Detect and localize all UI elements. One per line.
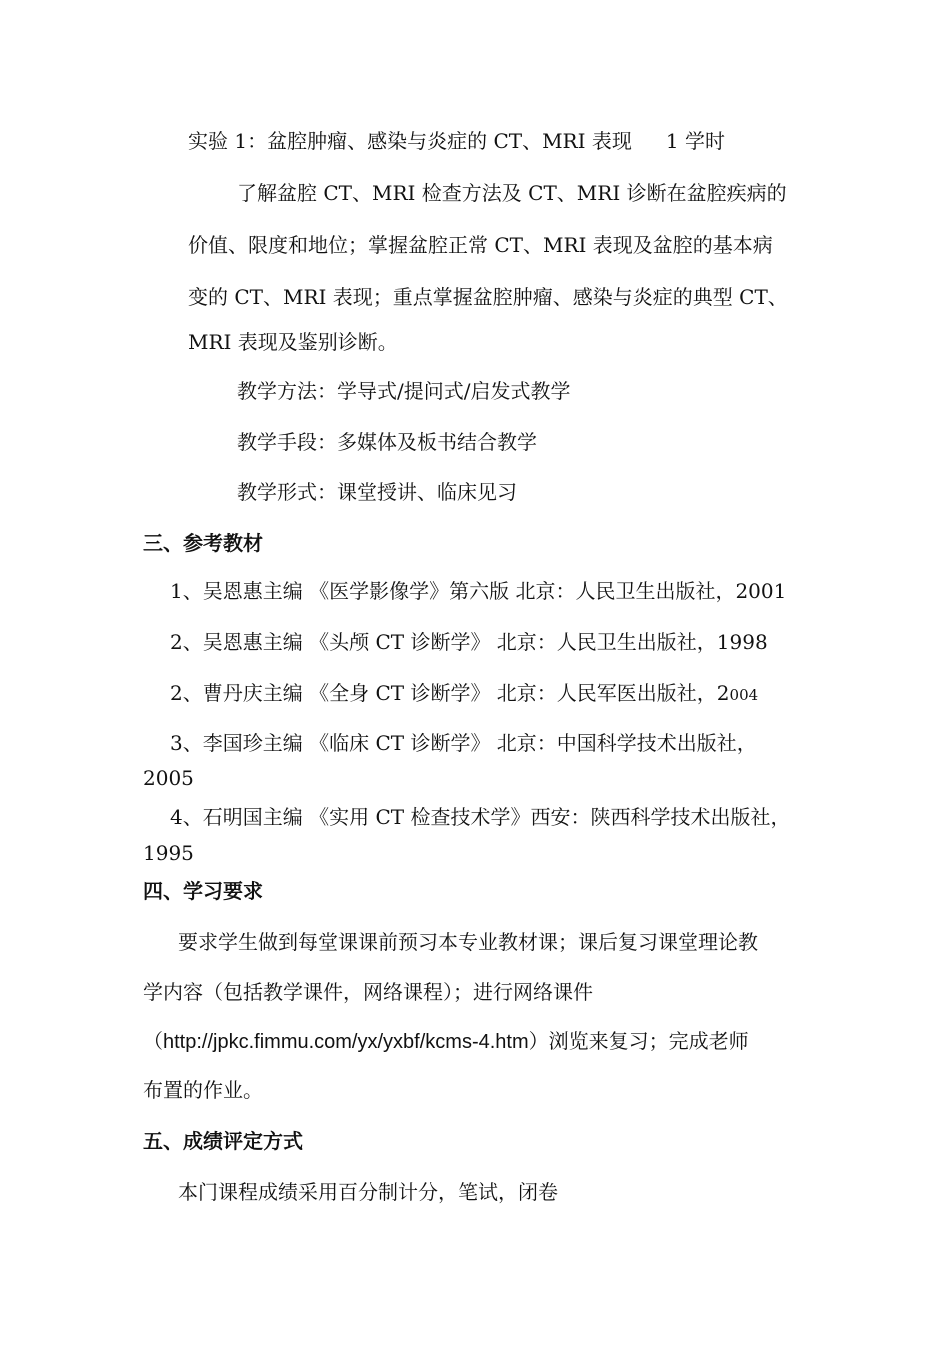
experiment-hours: 1 学时: [665, 129, 725, 153]
section-heading-references: 三、参考教材: [143, 531, 263, 555]
teaching-means: 教学手段：多媒体及板书结合教学: [237, 430, 537, 454]
section-heading-grading: 五、成绩评定方式: [143, 1129, 303, 1153]
experiment-desc-line: MRI 表现及鉴别诊断。: [188, 330, 398, 354]
experiment-desc-line: 了解盆腔 CT、MRI 检查方法及 CT、MRI 诊断在盆腔疾病的: [237, 181, 787, 205]
reference-year-tail: 004: [729, 686, 759, 704]
reference-item: 2、曹丹庆主编 《全身 CT 诊断学》 北京：人民军医出版社，2004: [170, 681, 759, 705]
requirements-line: 学内容（包括教学课件，网络课程）；进行网络课件: [143, 980, 593, 1004]
grading-text: 本门课程成绩采用百分制计分，笔试，闭卷: [178, 1180, 558, 1204]
experiment-title: 实验 1：盆腔肿瘤、感染与炎症的 CT、MRI 表现 1 学时: [188, 129, 725, 153]
experiment-desc-line: 变的 CT、MRI 表现；重点掌握盆腔肿瘤、感染与炎症的典型 CT、: [188, 285, 788, 309]
teaching-form: 教学形式：课堂授讲、临床见习: [237, 480, 517, 504]
requirements-line: （http://jpkc.fimmu.com/yx/yxbf/kcms-4.htm）浏览来复习；完成老师: [143, 1029, 749, 1053]
reference-item: 1、吴恩惠主编 《医学影像学》第六版 北京：人民卫生出版社，2001: [170, 579, 787, 603]
teaching-method: 教学方法：学导式/提问式/启发式教学: [237, 379, 571, 403]
reference-item-continuation: 1995: [143, 841, 194, 865]
reference-item-continuation: 2005: [143, 766, 194, 790]
requirements-line: 要求学生做到每堂课课前预习本专业教材课；课后复习课堂理论教: [178, 930, 758, 954]
section-heading-requirements: 四、学习要求: [143, 879, 263, 903]
reference-item: 4、石明国主编 《实用 CT 检查技术学》西安：陕西科学技术出版社，: [170, 805, 791, 829]
course-url-link[interactable]: http://jpkc.fimmu.com/yx/yxbf/kcms-4.htm: [163, 1031, 529, 1053]
experiment-desc-line: 价值、限度和地位；掌握盆腔正常 CT、MRI 表现及盆腔的基本病: [188, 233, 773, 257]
reference-item: 3、李国珍主编 《临床 CT 诊断学》 北京：中国科学技术出版社，: [170, 731, 757, 755]
requirements-line: 布置的作业。: [143, 1078, 263, 1102]
reference-item: 2、吴恩惠主编 《头颅 CT 诊断学》 北京：人民卫生出版社，1998: [170, 630, 768, 654]
